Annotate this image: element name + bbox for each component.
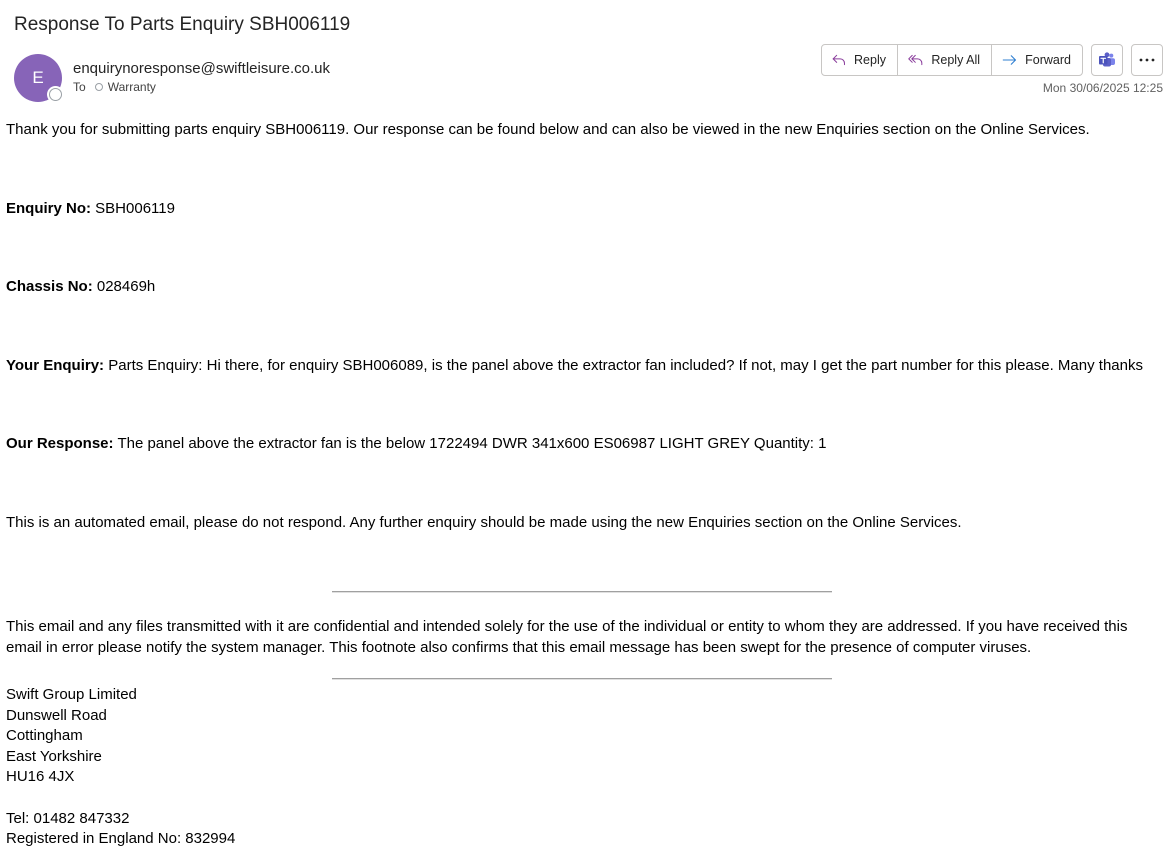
reply-all-button[interactable] bbox=[898, 45, 992, 75]
sender-address[interactable]: enquirynoresponse@swiftleisure.co.uk bbox=[73, 60, 331, 77]
enquiry-no-value: SBH006119 bbox=[95, 200, 175, 217]
avatar-initial: E bbox=[32, 68, 44, 87]
our-response-line bbox=[6, 435, 826, 452]
more-icon bbox=[1139, 58, 1155, 62]
chassis-no-label: Chassis No: bbox=[6, 278, 93, 295]
message-date: Mon 30/06/2025 12:25 bbox=[1042, 81, 1163, 95]
teams-button[interactable] bbox=[1091, 44, 1123, 76]
divider-bottom bbox=[332, 678, 832, 680]
signature-spacer bbox=[6, 788, 235, 809]
reply-button[interactable] bbox=[822, 45, 898, 75]
recipient-line bbox=[73, 80, 156, 94]
enquiry-no-label: Enquiry No: bbox=[6, 200, 91, 217]
our-response-value: The panel above the extractor fan is the below 1722494 DWR 341x600 ES06987 LIGHT GREY Quantity: 1 bbox=[117, 435, 827, 452]
more-actions-button[interactable] bbox=[1131, 44, 1163, 76]
chassis-no-line bbox=[6, 278, 155, 295]
confidentiality-footnote: This email and any files transmitted with it are confidential and intended solely for the use of the individual or entity to whom they are addressed. If you have received this email in error please notify the system manager. This footnote also confirms that this email message has been swept for the presence of computer viruses. bbox=[6, 618, 1128, 656]
reply-label: Reply bbox=[854, 53, 886, 67]
our-response-label: Our Response: bbox=[6, 435, 114, 452]
recipient-name[interactable]: Warranty bbox=[107, 80, 156, 94]
chassis-no-value: 028469h bbox=[96, 278, 156, 295]
signature-company: Swift Group Limited bbox=[6, 686, 137, 703]
forward-button[interactable] bbox=[992, 45, 1082, 75]
email-subject: Response To Parts Enquiry SBH006119 bbox=[14, 14, 351, 35]
your-enquiry-value: Parts Enquiry: Hi there, for enquiry SBH006089, is the panel above the extractor fan included? If not, may I get the part number for this please. Many thanks bbox=[108, 357, 1143, 374]
divider-top bbox=[332, 591, 832, 593]
to-label: To bbox=[73, 80, 86, 94]
your-enquiry-label: Your Enquiry: bbox=[6, 357, 105, 374]
presence-status-icon bbox=[49, 88, 62, 101]
reply-icon bbox=[832, 52, 846, 68]
teams-icon bbox=[1098, 51, 1116, 69]
forward-icon bbox=[1002, 52, 1017, 68]
signature-street: Dunswell Road bbox=[6, 706, 107, 724]
enquiry-no-line bbox=[6, 200, 175, 217]
recipient-presence-icon bbox=[95, 83, 103, 91]
signature-registered: Registered in England No: 832994 bbox=[6, 830, 236, 848]
reply-all-label: Reply All bbox=[931, 53, 980, 67]
signature-block bbox=[6, 685, 235, 850]
intro-paragraph: Thank you for submitting parts enquiry SBH006119. Our response can be found below and can also be viewed in the new Enquiries section on the Online Services. bbox=[6, 121, 1090, 138]
automated-note: This is an automated email, please do not respond. Any further enquiry should be made using the new Enquiries section on the Online Services. bbox=[6, 514, 962, 531]
your-enquiry-line bbox=[6, 357, 1143, 374]
signature-postcode: HU16 4JX bbox=[6, 768, 75, 786]
reply-all-icon bbox=[908, 52, 923, 68]
signature-town: Cottingham bbox=[6, 727, 83, 745]
forward-label: Forward bbox=[1025, 53, 1071, 67]
signature-county: East Yorkshire bbox=[6, 747, 102, 765]
message-actions bbox=[821, 44, 1083, 76]
signature-tel: Tel: 01482 847332 bbox=[6, 809, 130, 827]
